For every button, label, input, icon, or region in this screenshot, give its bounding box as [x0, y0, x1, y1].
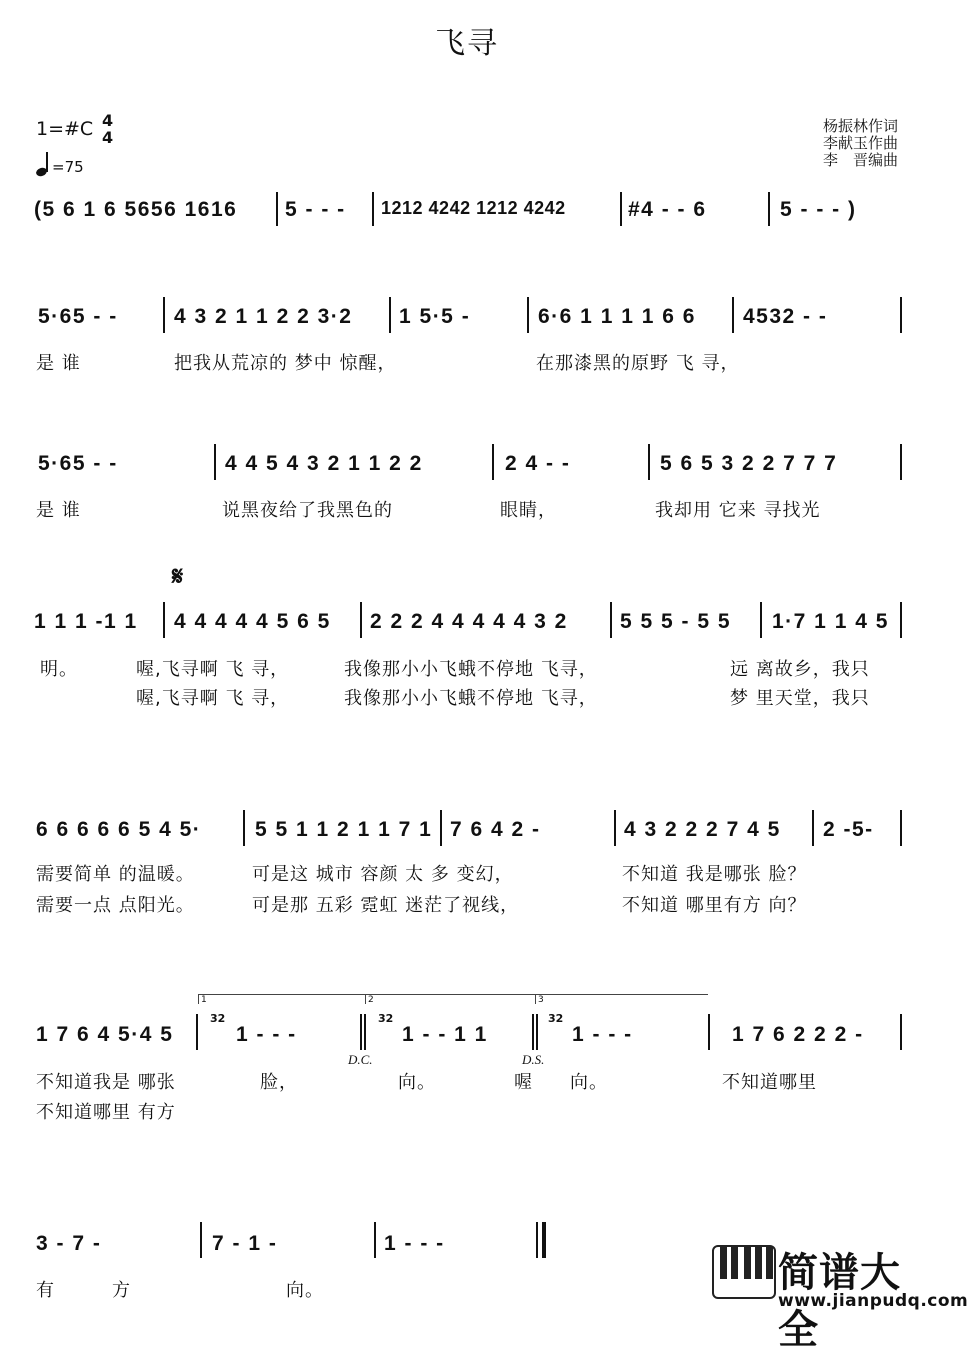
- bar-line: [276, 192, 278, 226]
- measure-notes: 1 7 6 2 2 2 -: [732, 1023, 864, 1046]
- bar-line: [492, 444, 494, 480]
- measure-notes: 1 1 1 -1 1: [34, 610, 138, 633]
- lyric-line: 向。: [398, 1072, 436, 1093]
- watermark-url: www.jianpudq.com: [778, 1291, 968, 1311]
- volta-bracket: [198, 994, 708, 995]
- volta-tick: [535, 994, 536, 1004]
- bar-line: [360, 602, 362, 638]
- lyric-line: 喔: [514, 1072, 533, 1093]
- lyric-line: 不知道 我是哪张 脸？: [622, 864, 807, 885]
- lyric-line: 眼睛，: [500, 500, 557, 521]
- lyricist-credit: 杨振林作词: [822, 117, 898, 135]
- piano-keys-icon: [712, 1245, 776, 1299]
- measure-notes: 2 -5-: [823, 818, 874, 841]
- bar-line: [360, 1014, 362, 1050]
- measure-notes: 3 - 7 -: [36, 1232, 102, 1255]
- bar-line: [768, 192, 770, 226]
- song-title: 飞寻: [435, 26, 499, 61]
- tempo-marking: [36, 152, 84, 176]
- bar-line: [243, 810, 245, 846]
- ds-marking: D.S.: [522, 1052, 545, 1067]
- bar-line: [812, 810, 814, 846]
- measure-notes: 5·65 - -: [38, 452, 118, 475]
- measure-notes: 5 - - - ): [780, 198, 857, 221]
- measure-notes: 5 5 1 1 2 1 1 7 1: [255, 818, 433, 841]
- lyric-line: 脸，: [260, 1072, 298, 1093]
- measure-notes: 4532 - -: [743, 305, 828, 328]
- bar-line: [732, 297, 734, 333]
- volta-3-label: 3: [538, 995, 544, 1005]
- bar-line: [196, 1014, 198, 1050]
- time-signature: [102, 112, 113, 146]
- lyric-line: 喔,飞寻啊 飞 寻，: [136, 659, 290, 680]
- bar-line: [900, 810, 902, 846]
- measure-notes: 4 3 2 1 1 2 2 3·2: [174, 305, 353, 328]
- volta-2-label: 2: [368, 995, 374, 1005]
- volta-1-label: 1: [201, 995, 207, 1005]
- measure-notes: 4 3 2 2 2 7 4 5: [624, 818, 781, 841]
- measure-notes: 6·6 1 1 1 1 6 6: [538, 305, 696, 328]
- bar-line: [163, 297, 165, 333]
- volta-tick: [198, 994, 199, 1004]
- measure-notes: 5 5 5 - 5 5: [620, 610, 732, 633]
- lyric-line: 需要一点 点阳光。: [36, 895, 195, 916]
- bar-line: [614, 810, 616, 846]
- lyric-line: 明。: [40, 659, 78, 680]
- lyric-line: 我像那小小飞蛾不停地 飞寻，: [344, 688, 598, 709]
- lyric-line: 向。: [286, 1280, 324, 1301]
- bar-line: [708, 1014, 710, 1050]
- measure-notes: 1·7 1 1 4 5: [772, 610, 889, 633]
- lyric-line: 可是那 五彩 霓虹 迷茫了视线，: [252, 895, 520, 916]
- lyric-line: 是 谁: [36, 500, 81, 521]
- measure-notes: 6 6 6 6 6 5 4 5·: [36, 818, 202, 841]
- lyric-line: 不知道哪里 有方: [36, 1102, 176, 1123]
- composer-credit: 李献玉作曲: [822, 134, 898, 152]
- watermark-brand: 简谱大全: [778, 1250, 901, 1353]
- bar-line: [536, 1014, 538, 1050]
- lyric-line: 不知道哪里: [722, 1072, 817, 1093]
- measure-notes: 1 - - -: [236, 1023, 297, 1046]
- bar-line: [900, 297, 902, 333]
- lyric-line: 向。: [570, 1072, 608, 1093]
- time-signature-top: 4: [102, 111, 114, 130]
- bar-line: [200, 1222, 202, 1258]
- credits: [823, 118, 898, 169]
- bar-line: [374, 1222, 376, 1258]
- lyric-line: 方: [112, 1280, 131, 1301]
- measure-notes: 5 - - -: [285, 198, 346, 221]
- measure-notes: 7 - 1 -: [212, 1232, 278, 1255]
- measure-notes: 7 6 4 2 -: [450, 818, 541, 841]
- lyric-line: 梦 里天堂，我只: [730, 688, 870, 709]
- measure-notes: 4 4 4 4 4 5 6 5: [174, 610, 331, 633]
- bar-line: [527, 297, 529, 333]
- grace-notes: 32: [210, 1012, 226, 1025]
- bar-line: [760, 602, 762, 638]
- lyric-line: 我像那小小飞蛾不停地 飞寻，: [344, 659, 598, 680]
- measure-notes: 4 4 5 4 3 2 1 1 2 2: [225, 452, 423, 475]
- key-signature: 1=#C: [36, 118, 94, 140]
- measure-notes: 1212 4242 1212 4242: [381, 198, 566, 218]
- lyric-line: 把我从荒凉的 梦中 惊醒，: [174, 353, 397, 374]
- lyric-line: 是 谁: [36, 353, 81, 374]
- grace-notes: 32: [378, 1012, 394, 1025]
- lyric-line: 需要简单 的温暖。: [36, 864, 195, 885]
- measure-notes: 1 7 6 4 5·4 5: [36, 1023, 174, 1046]
- measure-notes: 1 - - -: [384, 1232, 445, 1255]
- lyric-line: 不知道 哪里有方 向？: [622, 895, 807, 916]
- bar-line: [364, 1014, 366, 1050]
- bar-line: [440, 810, 442, 846]
- bar-line: [389, 297, 391, 333]
- measure-notes: 1 - - -: [572, 1023, 633, 1046]
- bar-line: [900, 602, 902, 638]
- bar-line: [163, 602, 165, 638]
- measure-notes: 1 5·5 -: [399, 305, 471, 328]
- measure-notes: (5 6 1 6 5656 1616: [34, 198, 238, 221]
- bar-line: [620, 192, 622, 226]
- measure-notes: #4 - - 6: [628, 198, 707, 221]
- quarter-note-icon: [36, 152, 50, 176]
- tempo-value: =75: [52, 158, 84, 176]
- measure-notes: 2 2 2 4 4 4 4 4 3 2: [370, 610, 568, 633]
- lyric-line: 有: [36, 1280, 55, 1301]
- segno-sign: 𝄋: [172, 562, 184, 592]
- lyric-line: 在那漆黑的原野 飞 寻，: [536, 353, 740, 374]
- lyric-line: 我却用 它来 寻找光: [655, 500, 821, 521]
- bar-line: [372, 192, 374, 226]
- lyric-line: 说黑夜给了我黑色的: [222, 500, 393, 521]
- time-signature-bottom: 4: [102, 128, 114, 147]
- volta-tick: [365, 994, 366, 1004]
- lyric-line: 喔,飞寻啊 飞 寻，: [136, 688, 290, 709]
- lyric-line: 可是这 城市 容颜 太 多 变幻，: [252, 864, 514, 885]
- final-barline-thin: [536, 1222, 538, 1258]
- watermark-logo: [712, 1245, 968, 1353]
- arranger-credit: 李 晋编曲: [822, 151, 898, 169]
- bar-line: [610, 602, 612, 638]
- bar-line: [900, 444, 902, 480]
- dc-marking: D.C.: [348, 1052, 373, 1067]
- lyric-line: 不知道我是 哪张: [36, 1072, 176, 1093]
- grace-notes: 32: [548, 1012, 564, 1025]
- bar-line: [900, 1014, 902, 1050]
- bar-line: [214, 444, 216, 480]
- bar-line: [532, 1014, 534, 1050]
- lyric-line: 远 离故乡，我只: [730, 659, 870, 680]
- measure-notes: 1 - - 1 1: [402, 1023, 488, 1046]
- final-barline-thick: [542, 1222, 546, 1258]
- measure-notes: 2 4 - -: [505, 452, 571, 475]
- bar-line: [648, 444, 650, 480]
- measure-notes: 5·65 - -: [38, 305, 118, 328]
- measure-notes: 5 6 5 3 2 2 7 7 7: [660, 452, 838, 475]
